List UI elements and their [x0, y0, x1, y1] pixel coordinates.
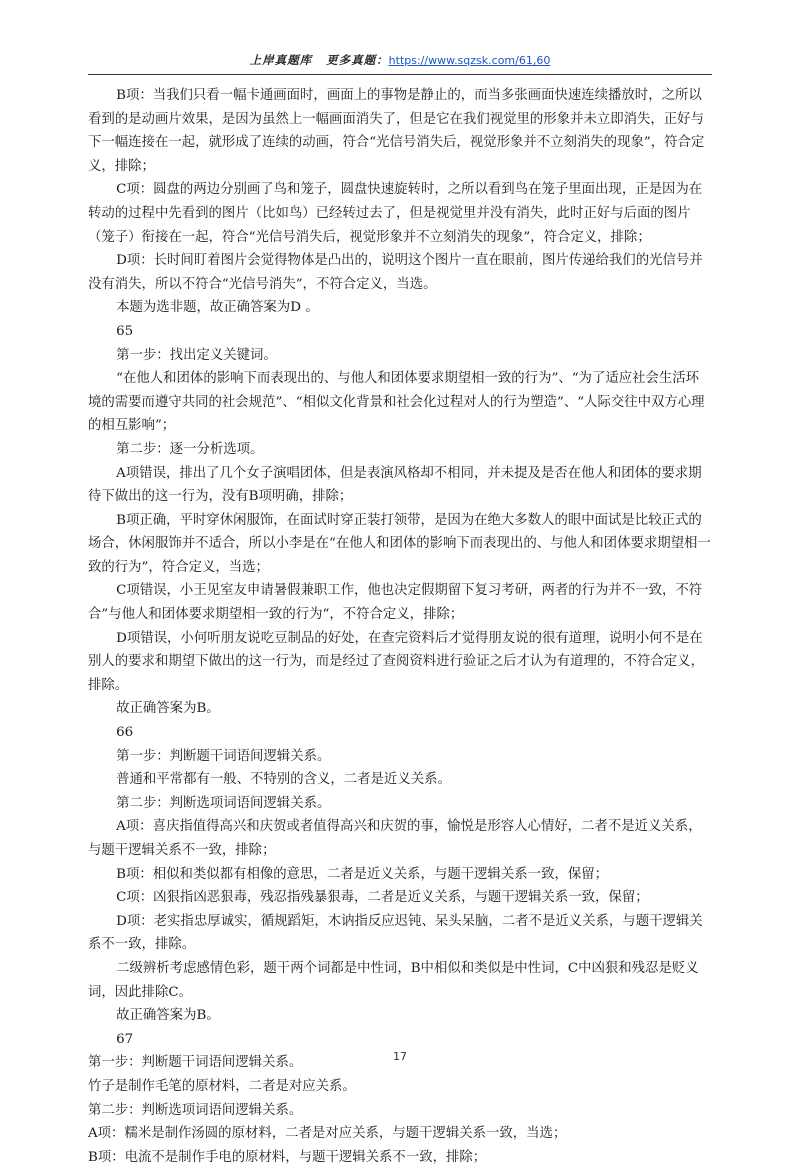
question-number: 67	[116, 1031, 134, 1047]
paragraph: 第一步：找出定义关键词。	[116, 347, 277, 363]
paragraph: B项：相似和类似都有相像的意思，二者是近义关系，与题干逻辑关系一致，保留；	[116, 866, 609, 882]
paragraph: B项：当我们只看一幅卡通画面时，画面上的事物是静止的，而当多张画面快速连续播放时，之所以看到的是动画片效果，是因为虽然上一幅画面消失了，但是它在我们视觉里的形象并未立即消失，正好与下一幅连接在一起，就形成了连续的动画，符合“光信号消失后，视觉形象并不立刻消失的现象”，符合定义，排除；	[88, 88, 705, 174]
paragraph: 第一步：判断题干词语间逻辑关系。	[116, 748, 331, 764]
page-header	[0, 48, 800, 72]
paragraph: C项错误，小王见室友申请暑假兼职工作，他也决定假期留下复习考研，两者的行为并不一致，不符合”与他人和团体要求期望相一致的行为“，不符合定义，排除；	[88, 583, 703, 623]
paragraph: 竹子是制作毛笔的原材料，二者是对应关系。	[88, 1078, 356, 1094]
header-site-name: 上岸真题库	[249, 53, 313, 67]
paragraph: B项正确，平时穿休闲服饰，在面试时穿正装打领带，是因为在绝大多数人的眼中面试是比较正式的场合，休闲服饰并不适合，所以小李是在“在他人和团体的影响下而表现出的、与他人和团体要求期望相一致的行为”，符合定义，当选；	[88, 512, 711, 575]
paragraph: 第二步：判断选项词语间逻辑关系。	[88, 1102, 303, 1118]
paragraph: C项：圆盘的两边分别画了鸟和笼子，圆盘快速旋转时，之所以看到鸟在笼子里面出现，正是因为在转动的过程中先看到的图片（比如鸟）已经转过去了，但是视觉里并没有消失，此时正好与后面的图片（笼子）衔接在一起，符合“光信号消失后，视觉形象并不立刻消失的现象”，符合定义，排除；	[88, 182, 703, 245]
paragraph: 故正确答案为B。	[116, 1008, 220, 1024]
paragraph: 本题为选非题，故正确答案为D 。	[116, 300, 319, 316]
paragraph: C项：凶狠指凶恶狠毒，残忍指残暴狠毒，二者是近义关系，与题干逻辑关系一致，保留；	[116, 890, 649, 906]
header-divider	[88, 74, 712, 75]
question-number: 66	[116, 725, 134, 741]
paragraph: B项：电流不是制作手电的原材料，与题干逻辑关系不一致，排除；	[88, 1149, 487, 1165]
paragraph: 二级辨析考虑感情色彩，题干两个词都是中性词，B中相似和类似是中性词，C中凶狠和残忍是贬义词，因此排除C。	[88, 960, 699, 1000]
paragraph: 普通和平常都有一般、不特别的含义，二者是近义关系。	[116, 772, 451, 788]
page-number: 17	[393, 1050, 407, 1063]
paragraph: 故正确答案为B。	[116, 701, 220, 717]
paragraph: D项：老实指忠厚诚实，循规蹈矩，木讷指反应迟钝、呆头呆脑，二者不是近义关系，与题干逻辑关系不一致，排除。	[88, 913, 703, 953]
paragraph: D项错误，小何听朋友说吃豆制品的好处，在查完资料后才觉得朋友说的很有道理，说明小何不是在别人的要求和期望下做出的这一行为，而是经过了查阅资料进行验证之后才认为有道理的，不符合定义，排除。	[88, 630, 704, 693]
paragraph: A项：喜庆指值得高兴和庆贺或者值得高兴和庆贺的事，愉悦是形容人心情好，二者不是近义关系，与题干逻辑关系不一致，排除；	[88, 819, 702, 858]
paragraph: “在他人和团体的影响下而表现出的、与他人和团体要求期望相一致的行为”、“为了适应社会生活环境的需要而遵守共同的社会规范”、“相似文化背景和社会化过程对人的行为塑造”、“人际交往中双方心理的相互影响”；	[88, 371, 705, 434]
paragraph: A项错误，排出了几个女子演唱团体，但是表演风格却不相同，并未提及是否在他人和团体的要求期待下做出的这一行为，没有B项明确，排除；	[88, 465, 702, 505]
question-number: 65	[116, 323, 134, 339]
header-url-link[interactable]: https://www.sqzsk.com/61,60	[388, 54, 551, 67]
paragraph: 第二步：逐一分析选项。	[116, 441, 264, 457]
document-body	[88, 84, 712, 1169]
paragraph: 第一步：判断题干词语间逻辑关系。	[88, 1055, 303, 1071]
paragraph: 第二步：判断选项词语间逻辑关系。	[116, 795, 331, 811]
paragraph: A项：糯米是制作汤圆的原材料，二者是对应关系，与题干逻辑关系一致，当选；	[88, 1126, 567, 1142]
paragraph: D项：长时间盯着图片会觉得物体是凸出的，说明这个图片一直在眼前，图片传递给我们的光信号并没有消失，所以不符合“光信号消失”，不符合定义，当选。	[88, 253, 703, 292]
header-more-label: 更多真题：	[326, 53, 389, 67]
